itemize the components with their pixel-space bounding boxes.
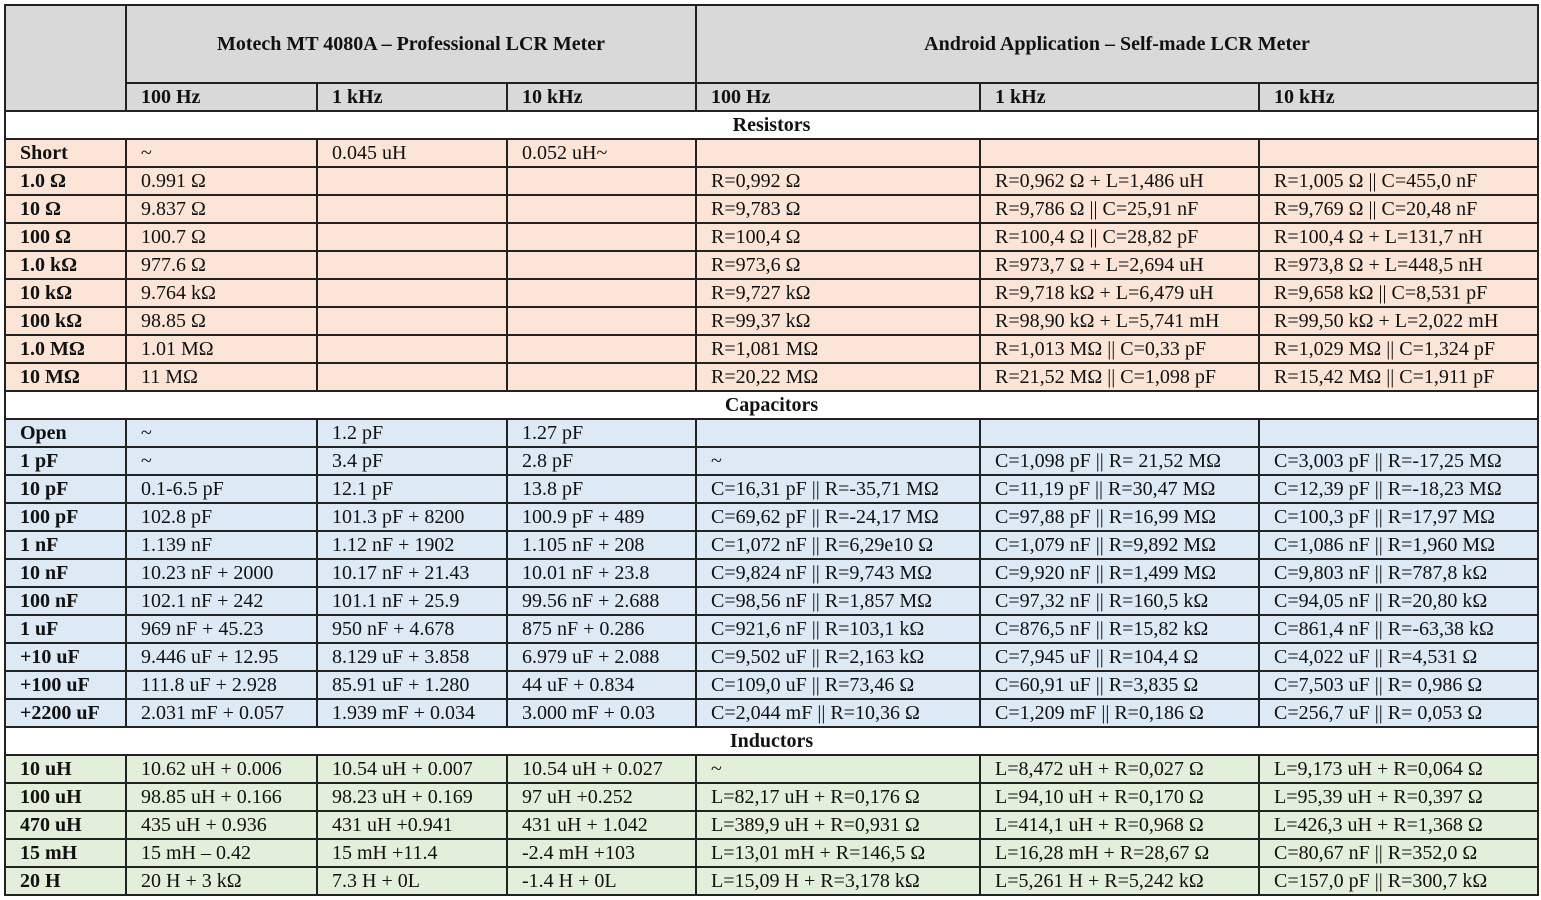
- android-1khz-cell: C=7,945 uF || R=104,4 Ω: [980, 643, 1259, 671]
- motech-100hz-cell: 20 H + 3 kΩ: [126, 867, 317, 895]
- freq-header-motech-1khz: 1 kHz: [317, 83, 507, 111]
- android-1khz-cell: L=94,10 uH + R=0,170 Ω: [980, 783, 1259, 811]
- android-10khz-cell: R=1,029 MΩ || C=1,324 pF: [1259, 335, 1538, 363]
- row-label: 10 kΩ: [5, 279, 126, 307]
- android-1khz-cell: L=16,28 mH + R=28,67 Ω: [980, 839, 1259, 867]
- group-header-row: [5, 5, 1538, 83]
- table-row: [5, 307, 1538, 335]
- motech-1khz-cell: [317, 279, 507, 307]
- table-row: [5, 279, 1538, 307]
- motech-1khz-cell: 950 nF + 4.678: [317, 615, 507, 643]
- android-10khz-cell: [1259, 139, 1538, 167]
- android-group-header: Android Application – Self-made LCR Meter: [696, 5, 1538, 83]
- android-100hz-cell: ~: [696, 447, 980, 475]
- motech-1khz-cell: [317, 251, 507, 279]
- row-label: 100 kΩ: [5, 307, 126, 335]
- android-100hz-cell: C=98,56 nF || R=1,857 MΩ: [696, 587, 980, 615]
- motech-1khz-cell: 85.91 uF + 1.280: [317, 671, 507, 699]
- motech-100hz-cell: 100.7 Ω: [126, 223, 317, 251]
- android-100hz-cell: R=100,4 Ω: [696, 223, 980, 251]
- motech-100hz-cell: ~: [126, 419, 317, 447]
- table-row: [5, 587, 1538, 615]
- motech-100hz-cell: 969 nF + 45.23: [126, 615, 317, 643]
- row-label: 10 Ω: [5, 195, 126, 223]
- motech-100hz-cell: 111.8 uF + 2.928: [126, 671, 317, 699]
- motech-1khz-cell: 12.1 pF: [317, 475, 507, 503]
- motech-10khz-cell: 10.01 nF + 23.8: [507, 559, 696, 587]
- table-row: [5, 195, 1538, 223]
- motech-1khz-cell: 10.54 uH + 0.007: [317, 755, 507, 783]
- motech-1khz-cell: 101.1 nF + 25.9: [317, 587, 507, 615]
- android-1khz-cell: R=0,962 Ω + L=1,486 uH: [980, 167, 1259, 195]
- android-10khz-cell: C=9,803 nF || R=787,8 kΩ: [1259, 559, 1538, 587]
- motech-10khz-cell: 1.27 pF: [507, 419, 696, 447]
- android-1khz-cell: R=98,90 kΩ + L=5,741 mH: [980, 307, 1259, 335]
- android-1khz-cell: C=1,079 nF || R=9,892 MΩ: [980, 531, 1259, 559]
- table-row: [5, 839, 1538, 867]
- motech-100hz-cell: 9.446 uF + 12.95: [126, 643, 317, 671]
- motech-100hz-cell: ~: [126, 139, 317, 167]
- table-row: [5, 167, 1538, 195]
- motech-1khz-cell: 1.2 pF: [317, 419, 507, 447]
- android-10khz-cell: [1259, 419, 1538, 447]
- table-row: [5, 559, 1538, 587]
- motech-100hz-cell: 11 MΩ: [126, 363, 317, 391]
- motech-1khz-cell: 0.045 uH: [317, 139, 507, 167]
- android-100hz-cell: C=109,0 uF || R=73,46 Ω: [696, 671, 980, 699]
- android-100hz-cell: L=82,17 uH + R=0,176 Ω: [696, 783, 980, 811]
- android-1khz-cell: R=9,786 Ω || C=25,91 nF: [980, 195, 1259, 223]
- android-100hz-cell: C=1,072 nF || R=6,29e10 Ω: [696, 531, 980, 559]
- motech-1khz-cell: [317, 167, 507, 195]
- section-header-row: [5, 727, 1538, 755]
- android-100hz-cell: ~: [696, 755, 980, 783]
- motech-10khz-cell: 3.000 mF + 0.03: [507, 699, 696, 727]
- android-1khz-cell: R=21,52 MΩ || C=1,098 pF: [980, 363, 1259, 391]
- motech-1khz-cell: 101.3 pF + 8200: [317, 503, 507, 531]
- motech-10khz-cell: -1.4 H + 0L: [507, 867, 696, 895]
- android-10khz-cell: R=973,8 Ω + L=448,5 nH: [1259, 251, 1538, 279]
- row-label: +100 uF: [5, 671, 126, 699]
- android-100hz-cell: R=9,783 Ω: [696, 195, 980, 223]
- motech-100hz-cell: 0.991 Ω: [126, 167, 317, 195]
- android-100hz-cell: R=1,081 MΩ: [696, 335, 980, 363]
- table-row: [5, 643, 1538, 671]
- motech-10khz-cell: [507, 335, 696, 363]
- freq-header-android-10khz: 10 kHz: [1259, 83, 1538, 111]
- motech-10khz-cell: 97 uH +0.252: [507, 783, 696, 811]
- row-label: +10 uF: [5, 643, 126, 671]
- android-10khz-cell: C=4,022 uF || R=4,531 Ω: [1259, 643, 1538, 671]
- table-row: [5, 811, 1538, 839]
- freq-header-android-100hz: 100 Hz: [696, 83, 980, 111]
- section-header-row: [5, 391, 1538, 419]
- motech-10khz-cell: [507, 363, 696, 391]
- android-1khz-cell: C=1,209 mF || R=0,186 Ω: [980, 699, 1259, 727]
- android-1khz-cell: C=11,19 pF || R=30,47 MΩ: [980, 475, 1259, 503]
- motech-1khz-cell: [317, 335, 507, 363]
- android-10khz-cell: R=1,005 Ω || C=455,0 nF: [1259, 167, 1538, 195]
- row-label: 10 MΩ: [5, 363, 126, 391]
- table-row: [5, 363, 1538, 391]
- android-1khz-cell: C=60,91 uF || R=3,835 Ω: [980, 671, 1259, 699]
- android-10khz-cell: R=9,769 Ω || C=20,48 nF: [1259, 195, 1538, 223]
- android-100hz-cell: R=20,22 MΩ: [696, 363, 980, 391]
- motech-10khz-cell: [507, 251, 696, 279]
- table-row: [5, 223, 1538, 251]
- android-100hz-cell: R=99,37 kΩ: [696, 307, 980, 335]
- table-row: [5, 867, 1538, 895]
- motech-10khz-cell: [507, 167, 696, 195]
- android-100hz-cell: C=2,044 mF || R=10,36 Ω: [696, 699, 980, 727]
- row-label: 470 uH: [5, 811, 126, 839]
- android-100hz-cell: [696, 419, 980, 447]
- android-1khz-cell: [980, 419, 1259, 447]
- android-10khz-cell: C=861,4 nF || R=-63,38 kΩ: [1259, 615, 1538, 643]
- section-title-capacitors: Capacitors: [5, 391, 1538, 419]
- row-label: +2200 uF: [5, 699, 126, 727]
- android-1khz-cell: R=100,4 Ω || C=28,82 pF: [980, 223, 1259, 251]
- motech-1khz-cell: 3.4 pF: [317, 447, 507, 475]
- android-100hz-cell: C=921,6 nF || R=103,1 kΩ: [696, 615, 980, 643]
- table-row: [5, 335, 1538, 363]
- android-10khz-cell: C=80,67 nF || R=352,0 Ω: [1259, 839, 1538, 867]
- motech-10khz-cell: [507, 195, 696, 223]
- table-row: [5, 755, 1538, 783]
- android-100hz-cell: C=16,31 pF || R=-35,71 MΩ: [696, 475, 980, 503]
- table-row: [5, 447, 1538, 475]
- android-1khz-cell: C=9,920 nF || R=1,499 MΩ: [980, 559, 1259, 587]
- motech-10khz-cell: 13.8 pF: [507, 475, 696, 503]
- motech-100hz-cell: 2.031 mF + 0.057: [126, 699, 317, 727]
- motech-10khz-cell: 100.9 pF + 489: [507, 503, 696, 531]
- android-100hz-cell: R=973,6 Ω: [696, 251, 980, 279]
- table-row: [5, 671, 1538, 699]
- section-header-row: [5, 111, 1538, 139]
- inductors-group: [5, 727, 1538, 895]
- motech-1khz-cell: 10.17 nF + 21.43: [317, 559, 507, 587]
- row-label: 100 uH: [5, 783, 126, 811]
- table-row: [5, 419, 1538, 447]
- row-label: 1 nF: [5, 531, 126, 559]
- motech-10khz-cell: -2.4 mH +103: [507, 839, 696, 867]
- android-1khz-cell: [980, 139, 1259, 167]
- android-1khz-cell: R=9,718 kΩ + L=6,479 uH: [980, 279, 1259, 307]
- motech-100hz-cell: 15 mH – 0.42: [126, 839, 317, 867]
- android-100hz-cell: C=9,502 uF || R=2,163 kΩ: [696, 643, 980, 671]
- motech-10khz-cell: 2.8 pF: [507, 447, 696, 475]
- motech-1khz-cell: [317, 223, 507, 251]
- android-1khz-cell: L=5,261 H + R=5,242 kΩ: [980, 867, 1259, 895]
- android-10khz-cell: C=256,7 uF || R= 0,053 Ω: [1259, 699, 1538, 727]
- frequency-header-row: [5, 83, 1538, 111]
- motech-10khz-cell: 875 nF + 0.286: [507, 615, 696, 643]
- section-title-inductors: Inductors: [5, 727, 1538, 755]
- motech-1khz-cell: 8.129 uF + 3.858: [317, 643, 507, 671]
- android-1khz-cell: C=876,5 nF || R=15,82 kΩ: [980, 615, 1259, 643]
- row-label: 1 uF: [5, 615, 126, 643]
- table-row: [5, 699, 1538, 727]
- android-100hz-cell: C=9,824 nF || R=9,743 MΩ: [696, 559, 980, 587]
- motech-1khz-cell: 431 uH +0.941: [317, 811, 507, 839]
- freq-header-motech-100hz: 100 Hz: [126, 83, 317, 111]
- motech-10khz-cell: 1.105 nF + 208: [507, 531, 696, 559]
- motech-group-header: Motech MT 4080A – Professional LCR Meter: [126, 5, 696, 83]
- motech-100hz-cell: 102.8 pF: [126, 503, 317, 531]
- motech-10khz-cell: 10.54 uH + 0.027: [507, 755, 696, 783]
- motech-100hz-cell: 9.764 kΩ: [126, 279, 317, 307]
- motech-1khz-cell: 7.3 H + 0L: [317, 867, 507, 895]
- row-label: 10 uH: [5, 755, 126, 783]
- android-100hz-cell: [696, 139, 980, 167]
- android-1khz-cell: R=973,7 Ω + L=2,694 uH: [980, 251, 1259, 279]
- motech-1khz-cell: 15 mH +11.4: [317, 839, 507, 867]
- android-10khz-cell: R=15,42 MΩ || C=1,911 pF: [1259, 363, 1538, 391]
- motech-1khz-cell: [317, 195, 507, 223]
- motech-1khz-cell: 98.23 uH + 0.169: [317, 783, 507, 811]
- motech-100hz-cell: 1.01 MΩ: [126, 335, 317, 363]
- android-100hz-cell: R=0,992 Ω: [696, 167, 980, 195]
- android-10khz-cell: R=99,50 kΩ + L=2,022 mH: [1259, 307, 1538, 335]
- table-row: [5, 503, 1538, 531]
- table-row: [5, 783, 1538, 811]
- android-10khz-cell: C=7,503 uF || R= 0,986 Ω: [1259, 671, 1538, 699]
- row-label: Short: [5, 139, 126, 167]
- android-1khz-cell: C=97,88 pF || R=16,99 MΩ: [980, 503, 1259, 531]
- motech-100hz-cell: 102.1 nF + 242: [126, 587, 317, 615]
- row-label: 15 mH: [5, 839, 126, 867]
- row-label: 100 Ω: [5, 223, 126, 251]
- row-label: 100 pF: [5, 503, 126, 531]
- motech-10khz-cell: 431 uH + 1.042: [507, 811, 696, 839]
- android-100hz-cell: C=69,62 pF || R=-24,17 MΩ: [696, 503, 980, 531]
- corner-cell: [5, 5, 126, 111]
- android-10khz-cell: R=9,658 kΩ || C=8,531 pF: [1259, 279, 1538, 307]
- motech-1khz-cell: 1.939 mF + 0.034: [317, 699, 507, 727]
- motech-100hz-cell: 98.85 uH + 0.166: [126, 783, 317, 811]
- section-title-resistors: Resistors: [5, 111, 1538, 139]
- freq-header-android-1khz: 1 kHz: [980, 83, 1259, 111]
- motech-10khz-cell: 6.979 uF + 2.088: [507, 643, 696, 671]
- motech-1khz-cell: [317, 307, 507, 335]
- motech-10khz-cell: [507, 223, 696, 251]
- row-label: 10 pF: [5, 475, 126, 503]
- motech-10khz-cell: [507, 279, 696, 307]
- android-10khz-cell: L=9,173 uH + R=0,064 Ω: [1259, 755, 1538, 783]
- table-row: [5, 475, 1538, 503]
- row-label: Open: [5, 419, 126, 447]
- android-10khz-cell: C=1,086 nF || R=1,960 MΩ: [1259, 531, 1538, 559]
- motech-10khz-cell: 99.56 nF + 2.688: [507, 587, 696, 615]
- android-1khz-cell: R=1,013 MΩ || C=0,33 pF: [980, 335, 1259, 363]
- lcr-comparison-table: [4, 4, 1539, 896]
- android-10khz-cell: C=157,0 pF || R=300,7 kΩ: [1259, 867, 1538, 895]
- motech-100hz-cell: 977.6 Ω: [126, 251, 317, 279]
- motech-1khz-cell: [317, 363, 507, 391]
- resistors-group: [5, 111, 1538, 391]
- row-label: 100 nF: [5, 587, 126, 615]
- motech-100hz-cell: 435 uH + 0.936: [126, 811, 317, 839]
- android-100hz-cell: L=15,09 H + R=3,178 kΩ: [696, 867, 980, 895]
- table-row: [5, 139, 1538, 167]
- row-label: 1.0 kΩ: [5, 251, 126, 279]
- android-10khz-cell: C=12,39 pF || R=-18,23 MΩ: [1259, 475, 1538, 503]
- row-label: 1.0 MΩ: [5, 335, 126, 363]
- row-label: 1.0 Ω: [5, 167, 126, 195]
- motech-10khz-cell: [507, 307, 696, 335]
- motech-10khz-cell: 44 uF + 0.834: [507, 671, 696, 699]
- motech-100hz-cell: 98.85 Ω: [126, 307, 317, 335]
- android-10khz-cell: C=94,05 nF || R=20,80 kΩ: [1259, 587, 1538, 615]
- motech-100hz-cell: 10.23 nF + 2000: [126, 559, 317, 587]
- capacitors-group: [5, 391, 1538, 727]
- motech-100hz-cell: 10.62 uH + 0.006: [126, 755, 317, 783]
- android-1khz-cell: L=8,472 uH + R=0,027 Ω: [980, 755, 1259, 783]
- motech-100hz-cell: 9.837 Ω: [126, 195, 317, 223]
- row-label: 10 nF: [5, 559, 126, 587]
- android-100hz-cell: L=389,9 uH + R=0,931 Ω: [696, 811, 980, 839]
- android-1khz-cell: C=97,32 nF || R=160,5 kΩ: [980, 587, 1259, 615]
- table-row: [5, 531, 1538, 559]
- android-10khz-cell: L=426,3 uH + R=1,368 Ω: [1259, 811, 1538, 839]
- android-10khz-cell: C=100,3 pF || R=17,97 MΩ: [1259, 503, 1538, 531]
- table-row: [5, 251, 1538, 279]
- table-row: [5, 615, 1538, 643]
- android-10khz-cell: C=3,003 pF || R=-17,25 MΩ: [1259, 447, 1538, 475]
- motech-100hz-cell: ~: [126, 447, 317, 475]
- motech-10khz-cell: 0.052 uH~: [507, 139, 696, 167]
- android-100hz-cell: R=9,727 kΩ: [696, 279, 980, 307]
- motech-100hz-cell: 1.139 nF: [126, 531, 317, 559]
- freq-header-motech-10khz: 10 kHz: [507, 83, 696, 111]
- row-label: 1 pF: [5, 447, 126, 475]
- android-1khz-cell: C=1,098 pF || R= 21,52 MΩ: [980, 447, 1259, 475]
- android-10khz-cell: L=95,39 uH + R=0,397 Ω: [1259, 783, 1538, 811]
- motech-1khz-cell: 1.12 nF + 1902: [317, 531, 507, 559]
- android-100hz-cell: L=13,01 mH + R=146,5 Ω: [696, 839, 980, 867]
- android-1khz-cell: L=414,1 uH + R=0,968 Ω: [980, 811, 1259, 839]
- motech-100hz-cell: 0.1-6.5 pF: [126, 475, 317, 503]
- android-10khz-cell: R=100,4 Ω + L=131,7 nH: [1259, 223, 1538, 251]
- row-label: 20 H: [5, 867, 126, 895]
